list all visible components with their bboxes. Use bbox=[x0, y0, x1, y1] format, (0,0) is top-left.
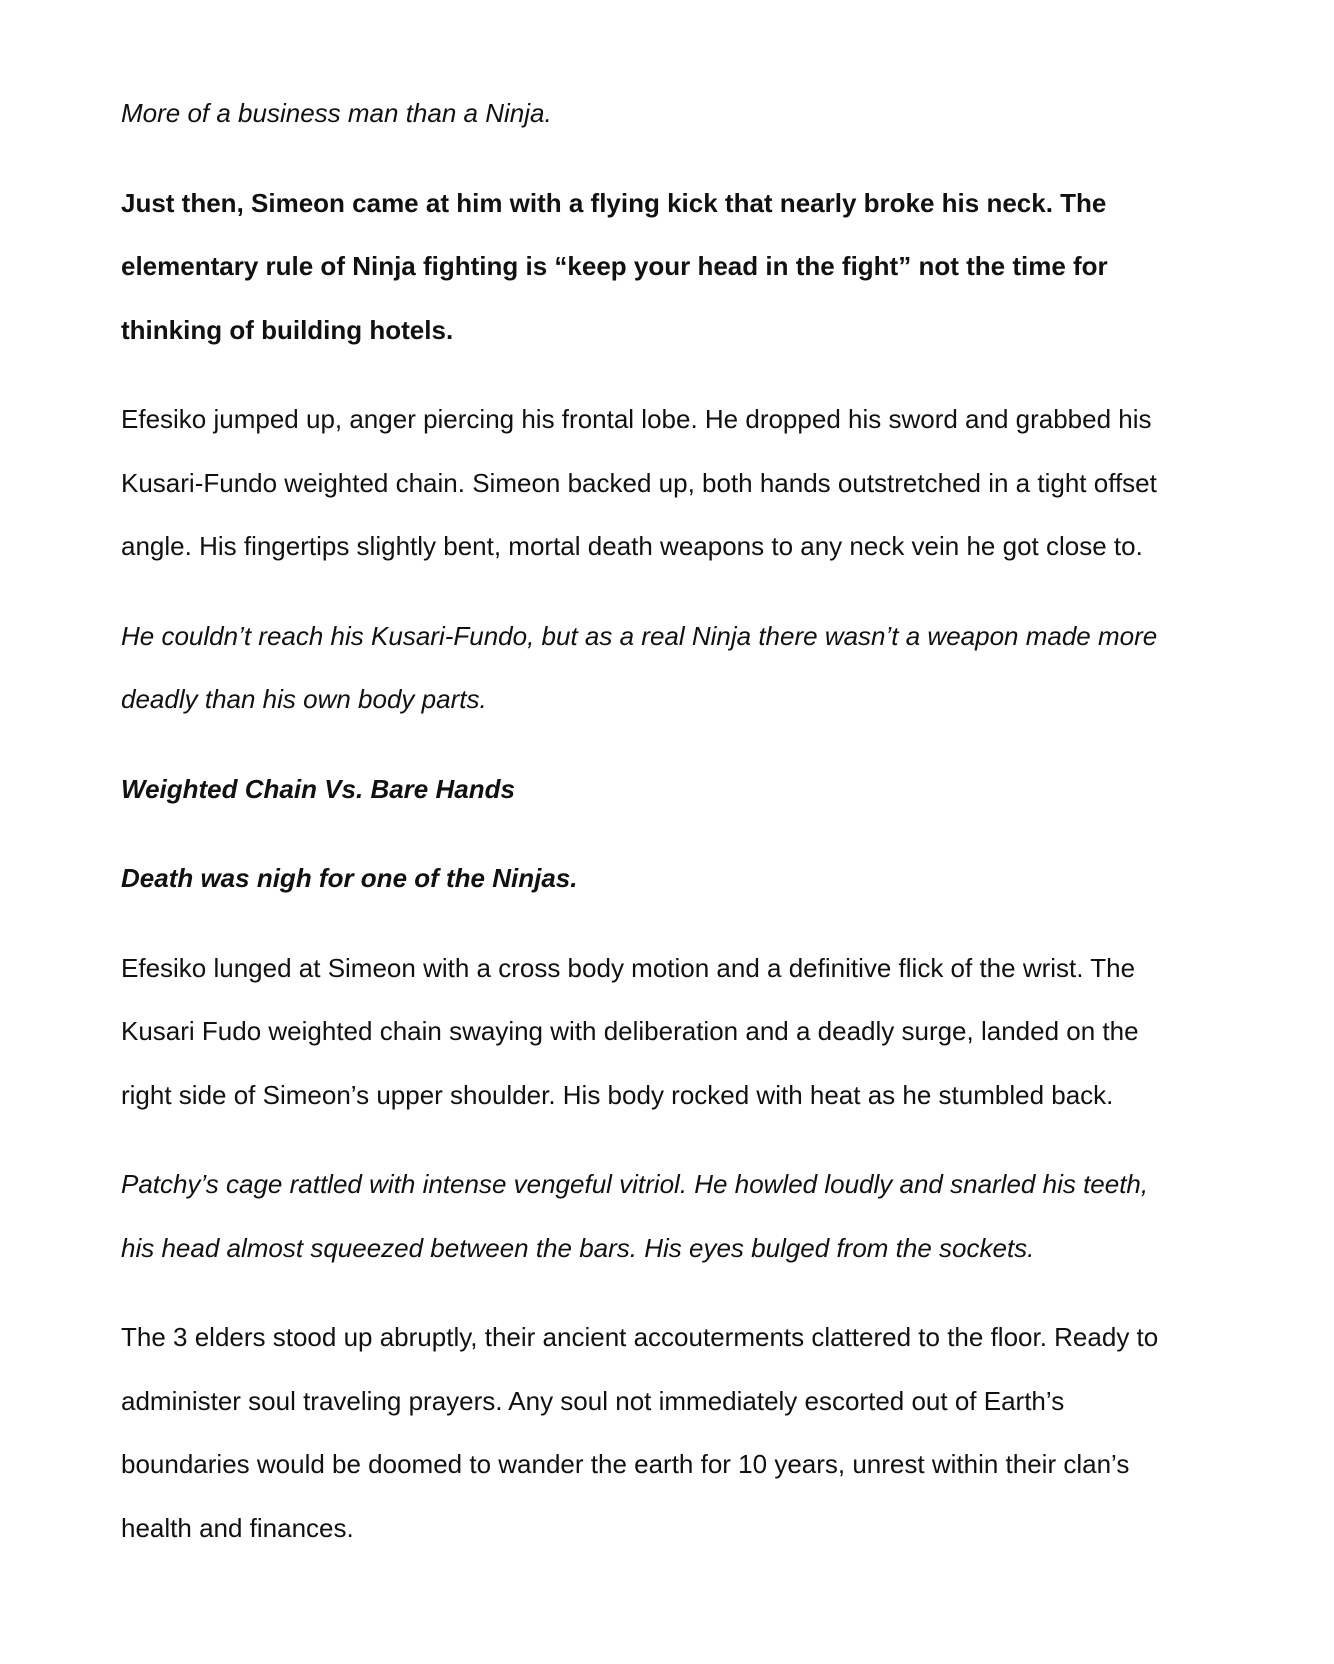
paragraph-8 bbox=[121, 1153, 1241, 1280]
paragraph-2 bbox=[121, 172, 1241, 363]
text-line: boundaries would be doomed to wander the earth for 10 years, unrest within their clan’s bbox=[121, 1449, 1130, 1479]
document-body bbox=[121, 82, 1241, 1586]
text-line: Weighted Chain Vs. Bare Hands bbox=[121, 773, 515, 804]
text-line: Just then, Simeon came at him with a flying kick that nearly broke his neck. The bbox=[121, 187, 1107, 218]
text-line: angle. His fingertips slightly bent, mortal death weapons to any neck vein he got close to. bbox=[121, 531, 1143, 561]
paragraph-9 bbox=[121, 1306, 1241, 1560]
text-line: right side of Simeon’s upper shoulder. His body rocked with heat as he stumbled back. bbox=[121, 1079, 1114, 1110]
paragraph-1 bbox=[121, 82, 1241, 146]
text-line: deadly than his own body parts. bbox=[121, 684, 487, 714]
section-heading bbox=[121, 758, 1241, 822]
text-line: The 3 elders stood up abruptly, their ancient accouterments clattered to the floor. Ready to bbox=[121, 1322, 1159, 1352]
text-line: thinking of building hotels. bbox=[121, 314, 454, 345]
text-line: Efesiko jumped up, anger piercing his frontal lobe. He dropped his sword and grabbed his bbox=[121, 404, 1152, 434]
text-line: More of a business man than a Ninja. bbox=[121, 98, 552, 128]
text-line: He couldn’t reach his Kusari-Fundo, but as a real Ninja there wasn’t a weapon made more bbox=[121, 620, 1158, 651]
text-line: Efesiko lunged at Simeon with a cross body motion and a definitive flick of the wrist. The bbox=[121, 952, 1136, 983]
text-line: Death was nigh for one of the Ninjas. bbox=[121, 863, 578, 893]
paragraph-7 bbox=[121, 937, 1241, 1128]
text-line: administer soul traveling prayers. Any soul not immediately escorted out of Earth’s bbox=[121, 1385, 1065, 1416]
text-line: Kusari-Fundo weighted chain. Simeon backed up, both hands outstretched in a tight offset bbox=[121, 467, 1157, 498]
text-line: his head almost squeezed between the bars. His eyes bulged from the sockets. bbox=[121, 1232, 1035, 1263]
text-line: elementary rule of Ninja fighting is “keep your head in the fight” not the time for bbox=[121, 251, 1108, 281]
paragraph-6 bbox=[121, 847, 1241, 911]
text-line: health and finances. bbox=[121, 1512, 354, 1543]
paragraph-3 bbox=[121, 388, 1241, 579]
paragraph-4 bbox=[121, 605, 1241, 732]
text-line: Patchy’s cage rattled with intense vengeful vitriol. He howled loudly and snarled his teeth, bbox=[121, 1169, 1149, 1199]
text-line: Kusari Fudo weighted chain swaying with deliberation and a deadly surge, landed on the bbox=[121, 1016, 1139, 1046]
